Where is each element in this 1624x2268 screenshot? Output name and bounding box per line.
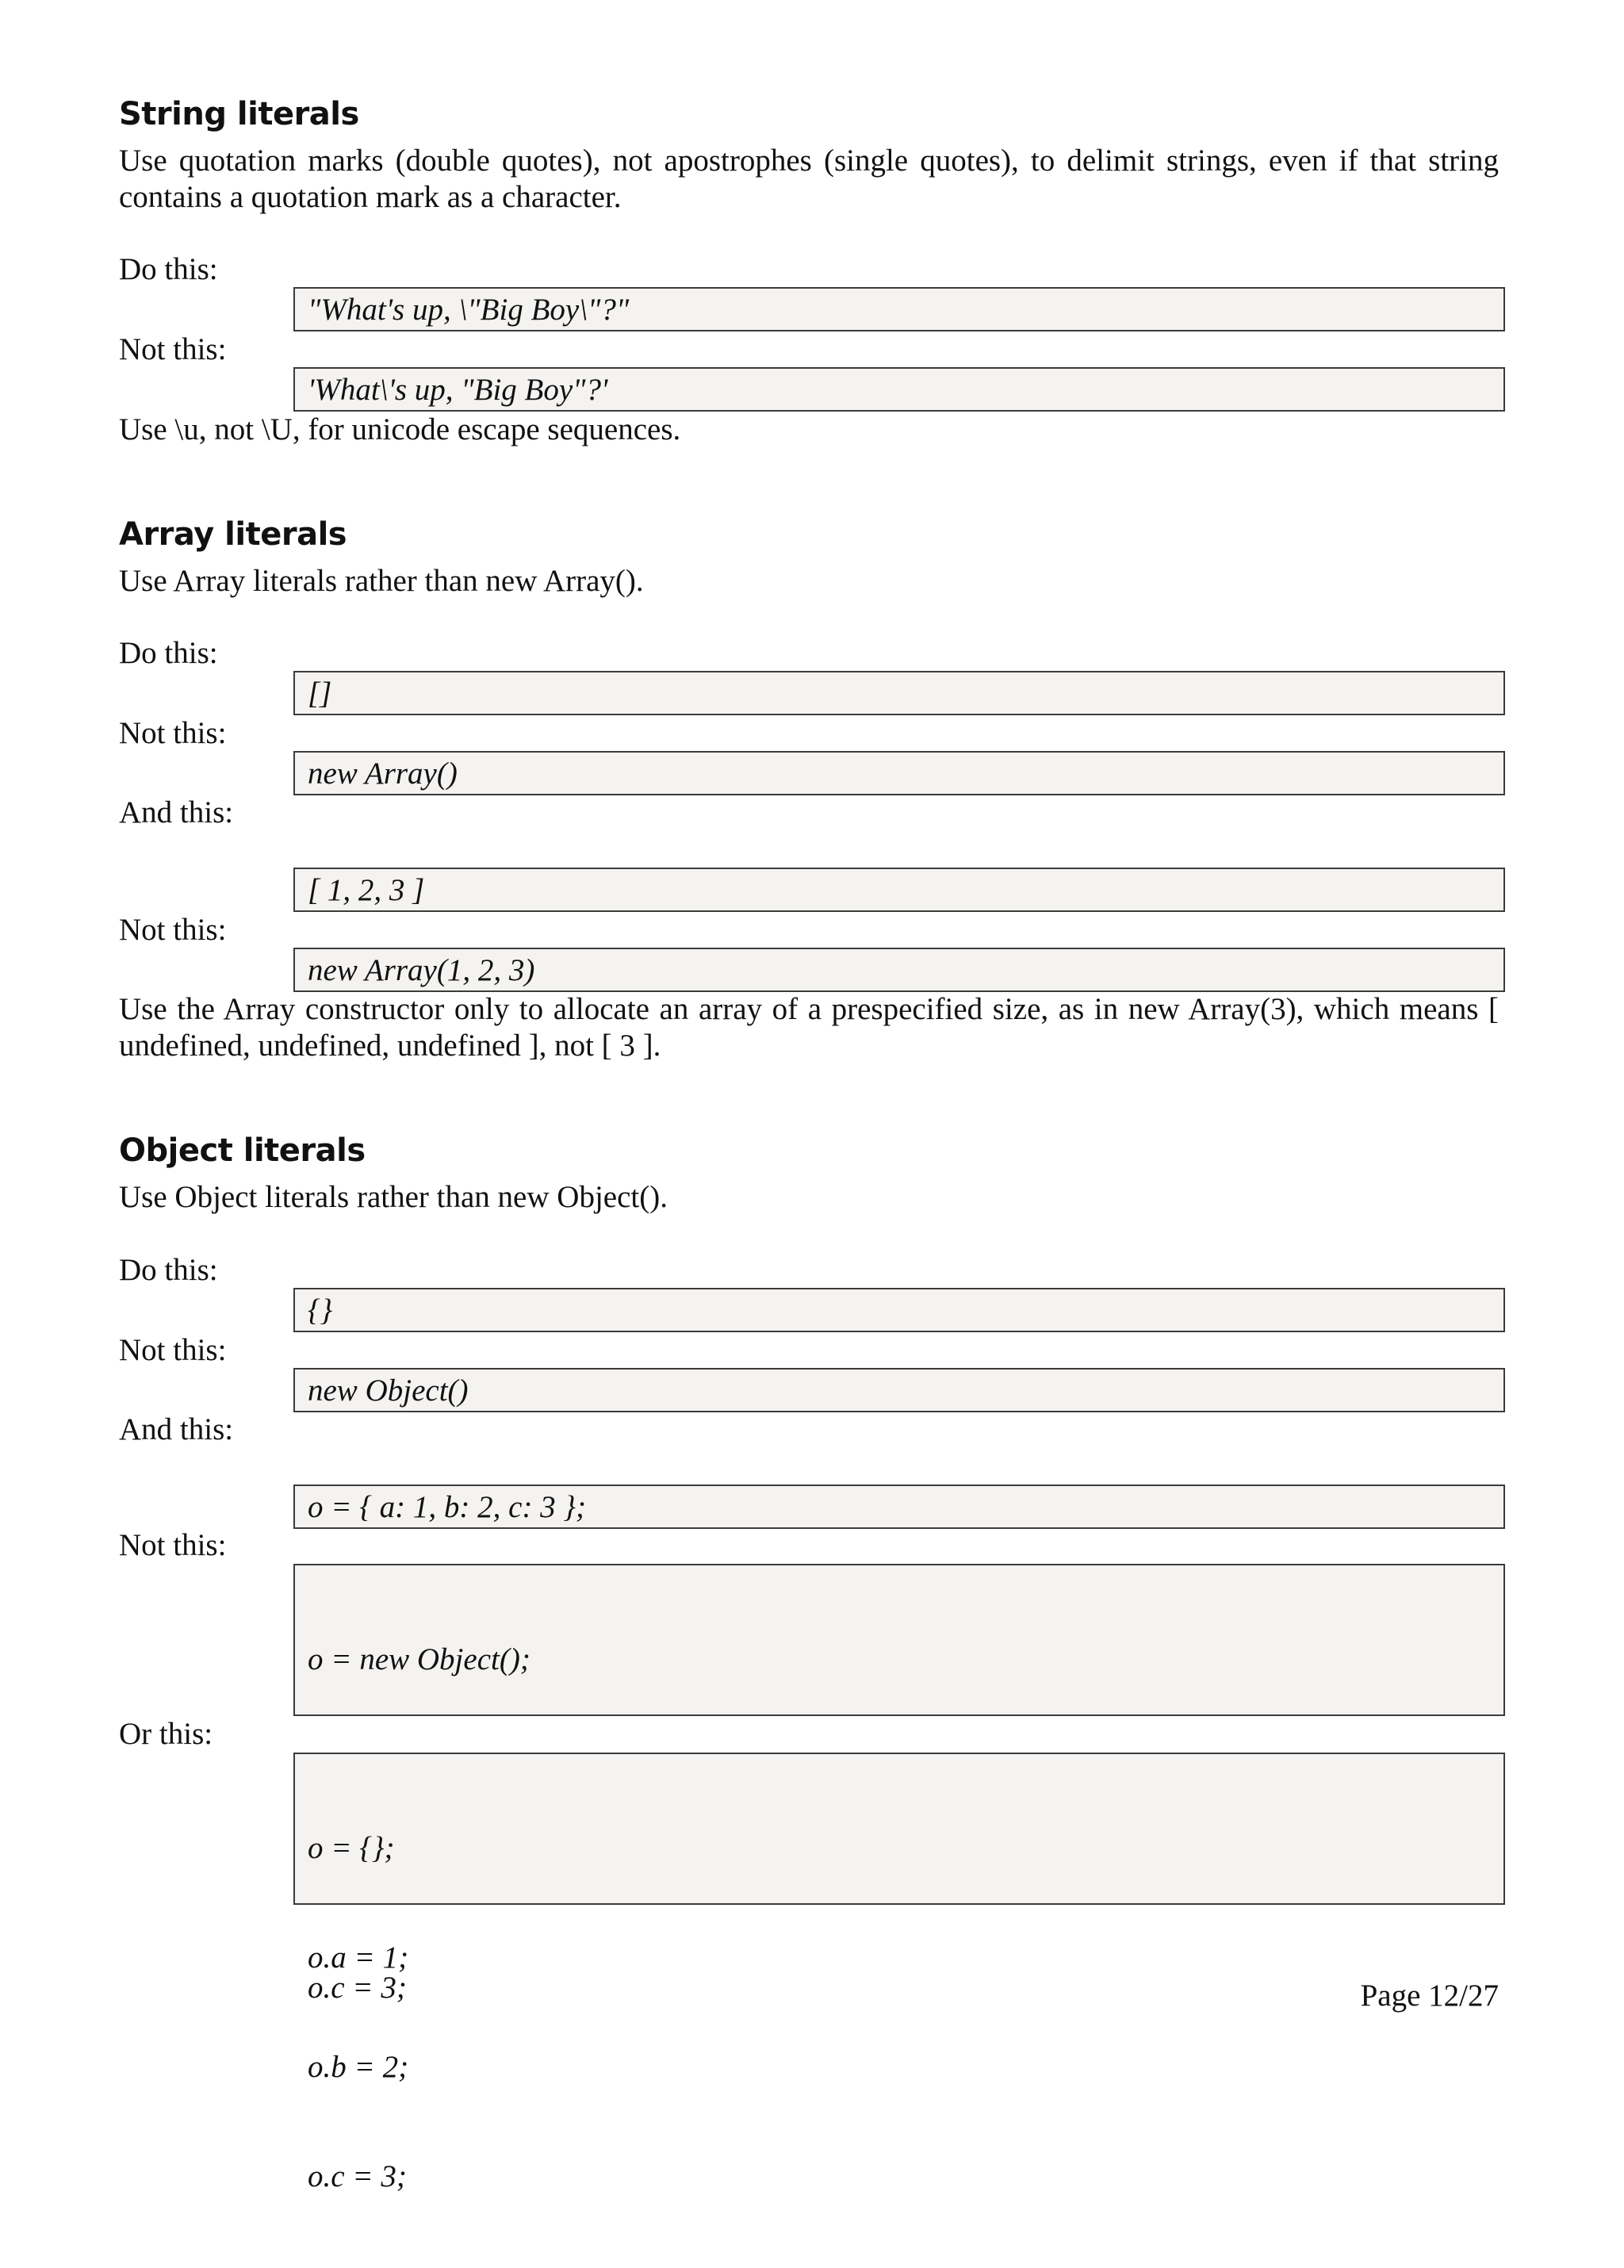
array-not2-label: Not this: [119, 913, 227, 947]
code-line: o.a = 1; [308, 1940, 409, 1975]
object-and-code: o = { a: 1, b: 2, c: 3 }; [293, 1485, 1505, 1529]
object-not-code: new Object() [293, 1368, 1505, 1412]
string-not-label: Not this: [119, 332, 227, 366]
string-do-code: "What's up, \"Big Boy\"?" [293, 287, 1505, 331]
array-and-label: And this: [119, 795, 234, 829]
string-not-code: 'What\'s up, "Big Boy"?' [293, 367, 1505, 412]
array-and-code: [ 1, 2, 3 ] [293, 868, 1505, 912]
object-do-label: Do this: [119, 1253, 218, 1287]
string-unicode-note: Use \u, not \U, for unicode escape sequences. [119, 412, 681, 446]
object-literals-heading: Object literals [119, 1132, 366, 1169]
array-constructor-note: Use the Array constructor only to allocate an array of a prespecified size, as in new Array(3), which means [ undefined, undefined, undefined ], not [ 3 ]. [119, 992, 1499, 1063]
object-and-label: And this: [119, 1412, 234, 1446]
array-do-code: [] [293, 671, 1505, 715]
code-line: o = new Object(); [308, 1642, 530, 1676]
string-literals-heading: String literals [119, 96, 359, 132]
object-not2-label: Not this: [119, 1528, 227, 1562]
array-literals-heading: Array literals [119, 516, 347, 553]
object-do-code: {} [293, 1288, 1505, 1332]
object-or-label: Or this: [119, 1717, 213, 1751]
array-literals-intro: Use Array literals rather than new Array(). [119, 564, 644, 598]
string-do-label: Do this: [119, 252, 218, 286]
code-line: o.c = 3; [308, 2159, 407, 2193]
code-line: o.b = 2; [308, 2050, 409, 2084]
array-do-label: Do this: [119, 636, 218, 670]
page-number: Page 12/27 [1360, 1979, 1499, 2013]
array-not-code: new Array() [293, 751, 1505, 795]
code-line: o = {}; [308, 1831, 395, 1865]
array-not-label: Not this: [119, 716, 227, 750]
object-not-label: Not this: [119, 1333, 227, 1367]
object-literals-intro: Use Object literals rather than new Object(). [119, 1180, 668, 1214]
array-not2-code: new Array(1, 2, 3) [293, 948, 1505, 992]
string-literals-intro: Use quotation marks (double quotes), not apostrophes (single quotes), to delimit strings, even if that string contains a quotation mark as a character. [119, 144, 1499, 214]
code-line: o.c = 3; [308, 1971, 407, 2005]
